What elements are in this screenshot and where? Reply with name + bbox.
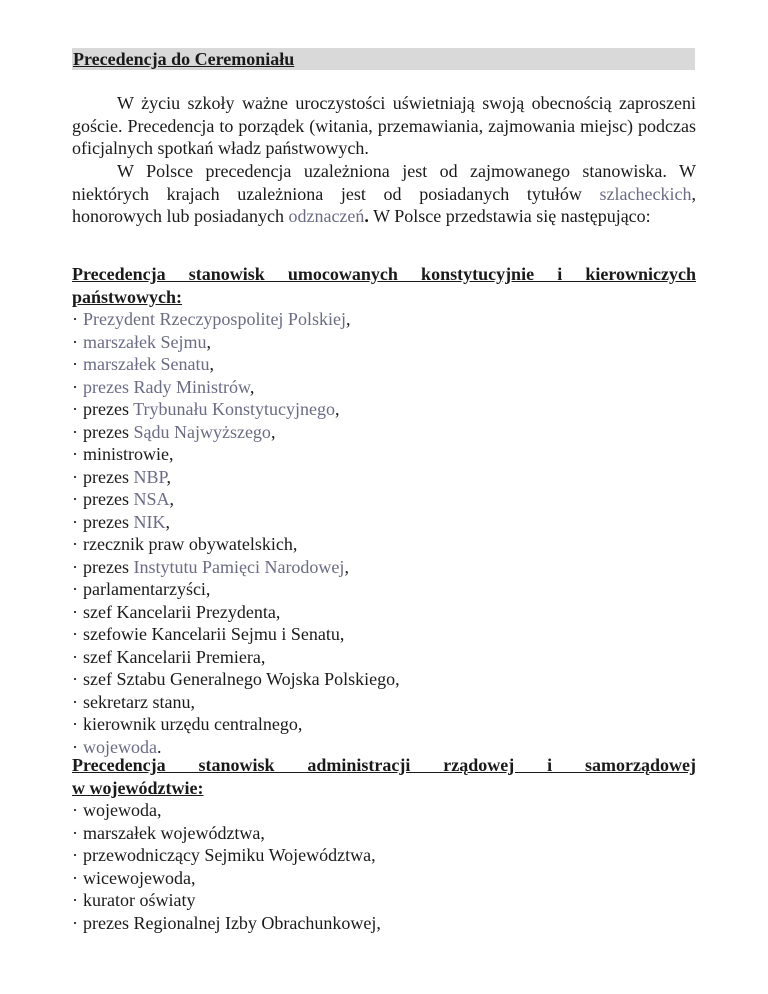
list-item	[72, 623, 400, 646]
list-item-link[interactable]: Sądu Najwyższego	[133, 421, 271, 442]
list-item	[72, 398, 400, 421]
list-item-punct: ,	[344, 556, 349, 577]
list-item-link[interactable]: marszałek Senatu	[83, 354, 210, 374]
list-item	[72, 556, 400, 579]
paragraph-text: W Polsce precedencja uzależniona jest od zajmowanego stanowiska. W niektórych krajach uzależniona jest od posiadanych tytułów	[72, 161, 696, 204]
list-item-link[interactable]: Trybunału Konstytucyjnego	[133, 399, 335, 419]
bullet-icon: ·	[72, 444, 78, 464]
list-item-link[interactable]: NBP	[133, 466, 167, 487]
list-item-punct: ,	[249, 376, 255, 397]
bullet-icon: ·	[72, 399, 78, 419]
bullet-icon: ·	[72, 646, 78, 667]
list-item-text: wicewojewoda,	[83, 867, 196, 888]
list-item-text: szef Kancelarii Prezydenta,	[83, 601, 281, 622]
list-item-link[interactable]: NIK	[133, 511, 166, 532]
bullet-icon: ·	[72, 466, 78, 487]
section2-heading	[72, 754, 696, 799]
list-item	[72, 308, 400, 331]
list-item	[72, 466, 400, 489]
bullet-icon: ·	[72, 534, 78, 554]
list-item-text: przewodniczący Sejmiku Województwa,	[83, 845, 376, 865]
list-item-punct: ,	[345, 309, 351, 329]
list-item	[72, 822, 381, 845]
bullet-icon: ·	[72, 511, 78, 532]
bullet-icon: ·	[72, 822, 78, 843]
bullet-icon: ·	[72, 800, 78, 820]
list-item-text: prezes	[83, 466, 134, 487]
section2-heading-line1: Precedencja stanowisk administracji rządowej i samorządowej	[72, 755, 696, 775]
list-item	[72, 353, 400, 376]
list-item-punct: ,	[166, 466, 171, 487]
section1-heading-line1: Precedencja stanowisk umocowanych konstytucyjnie i kierowniczych	[72, 264, 696, 284]
bullet-icon: ·	[72, 601, 78, 622]
bullet-icon: ·	[72, 624, 78, 644]
list-item-punct: ,	[270, 421, 276, 442]
list-item	[72, 668, 400, 691]
paragraph-intro-text: W życiu szkoły ważne uroczystości uświetniają swoją obecnością zaproszeni goście. Precedencja to porządek (witania, przemawiania, zajmowania miejsc) podczas oficjalnych spotkań władz państwowych.	[72, 93, 696, 158]
list-item-text: prezes	[83, 489, 134, 509]
list-item-link[interactable]: prezes Rady Ministrów	[83, 376, 250, 397]
list-item-text: sekretarz stanu,	[83, 691, 195, 712]
bullet-icon: ·	[72, 354, 78, 374]
list-item	[72, 578, 400, 601]
bullet-icon: ·	[72, 669, 78, 689]
bullet-icon: ·	[72, 579, 78, 599]
list-item-text: prezes Regionalnej Izby Obrachunkowej,	[83, 912, 381, 933]
bullet-icon: ·	[72, 376, 78, 397]
paragraph-text: .	[364, 206, 369, 226]
list-item	[72, 443, 400, 466]
list-item	[72, 889, 381, 912]
bullet-icon: ·	[72, 867, 78, 888]
list-item-text: prezes	[83, 421, 134, 442]
list-item	[72, 376, 400, 399]
list-item-text: ministrowie,	[83, 444, 174, 464]
list-item-punct: ,	[165, 511, 170, 532]
list-item-text: kierownik urzędu centralnego,	[83, 714, 303, 734]
bullet-icon: ·	[72, 845, 78, 865]
list-item-text: prezes	[83, 556, 134, 577]
bullet-icon: ·	[72, 421, 78, 442]
list-item-text: parlamentarzyści,	[83, 579, 211, 599]
paragraph-intro	[72, 92, 696, 160]
bullet-icon: ·	[72, 714, 78, 734]
bullet-icon: ·	[72, 489, 78, 509]
list-item-link[interactable]: Instytutu Pamięci Narodowej	[133, 556, 345, 577]
list-item-link[interactable]: wojewoda	[83, 736, 157, 757]
bullet-icon: ·	[72, 736, 78, 757]
bullet-icon: ·	[72, 309, 78, 329]
list-item	[72, 533, 400, 556]
paragraph-text: , honorowych lub posiadanych	[72, 183, 696, 226]
list-item-text: marszałek województwa,	[83, 822, 265, 843]
list-item	[72, 488, 400, 511]
link-szlacheckich[interactable]: szlacheckich	[599, 183, 692, 204]
list-item-link[interactable]: marszałek Sejmu	[83, 331, 207, 352]
list-item-link[interactable]: NSA	[133, 489, 170, 509]
bullet-icon: ·	[72, 890, 78, 910]
list-item	[72, 421, 400, 444]
list-item-punct: ,	[169, 489, 174, 509]
list-item	[72, 912, 381, 935]
list-item	[72, 799, 381, 822]
section1-list	[72, 308, 400, 758]
paragraph-text: W Polsce przedstawia się następująco:	[368, 206, 651, 226]
list-item	[72, 844, 381, 867]
bullet-icon: ·	[72, 556, 78, 577]
list-item	[72, 867, 381, 890]
list-item	[72, 331, 400, 354]
list-item-punct: ,	[209, 354, 214, 374]
bullet-icon: ·	[72, 912, 78, 933]
list-item	[72, 601, 400, 624]
list-item-punct: ,	[206, 331, 211, 352]
bullet-icon: ·	[72, 691, 78, 712]
list-item	[72, 511, 400, 534]
list-item-text: szefowie Kancelarii Sejmu i Senatu,	[83, 624, 345, 644]
list-item-text: prezes	[83, 511, 134, 532]
section1-heading	[72, 263, 696, 308]
bullet-icon: ·	[72, 331, 78, 352]
document-title: Precedencja do Ceremoniału	[73, 49, 295, 69]
list-item-text: rzecznik praw obywatelskich,	[83, 534, 298, 554]
list-item-punct: .	[156, 736, 162, 757]
section1-heading-line2: państwowych:	[72, 286, 183, 307]
paragraph-precedence	[72, 160, 696, 228]
list-item-text: kurator oświaty	[83, 890, 196, 910]
list-item-text: prezes	[83, 399, 134, 419]
list-item-text: szef Kancelarii Premiera,	[83, 646, 266, 667]
list-item-link[interactable]: Prezydent Rzeczypospolitej Polskiej	[83, 309, 346, 329]
section2-list	[72, 799, 381, 934]
list-item-punct: ,	[335, 399, 340, 419]
section2-heading-line2: w województwie:	[72, 777, 204, 798]
list-item-text: wojewoda,	[83, 800, 162, 820]
list-item	[72, 713, 400, 736]
list-item	[72, 646, 400, 669]
list-item-text: szef Sztabu Generalnego Wojska Polskiego,	[83, 669, 400, 689]
list-item	[72, 691, 400, 714]
link-odznaczen[interactable]: odznaczeń	[288, 206, 365, 226]
